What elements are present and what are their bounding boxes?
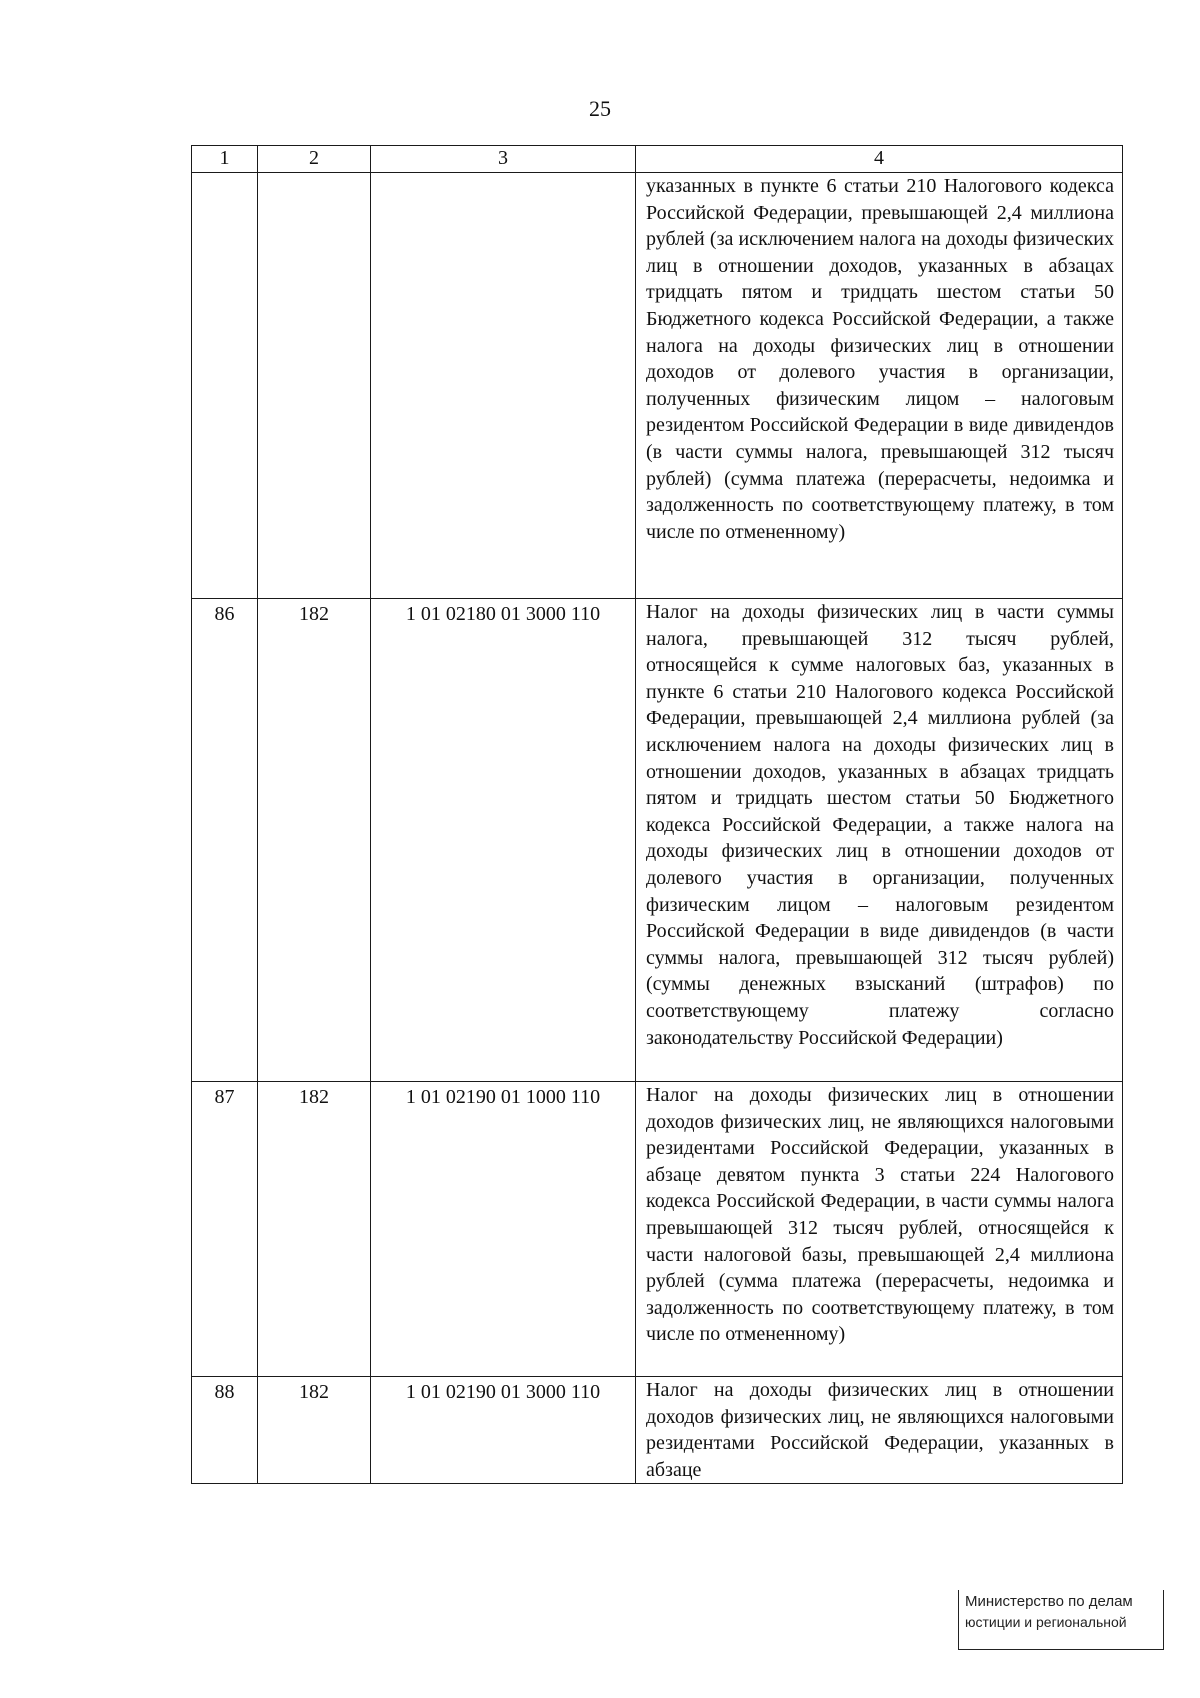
row-description: Налог на доходы физических лиц в отношении доходов физических лиц, не являющихся налоговыми резидентами Российской Федерации, указанных в абзаце девятом пункта 3 статьи 224 Налогового кодекса Российской Федерации, в части суммы налога превышающей 312 тысяч рублей, относящейся к части налоговой базы, превышающей 2,4 миллиона рублей (сумма платежа (перерасчеты, недоимка и задолженность по соответствующему платежу, в том числе по отмененному) [636,1082,1123,1377]
row-description: Налог на доходы физических лиц в отношении доходов физических лиц, не являющихся налоговыми резидентами Российской Федерации, указанных в абзаце [636,1377,1123,1484]
table-header-row [192,146,1123,173]
table-row [192,599,1123,1082]
budget-classification-code: 1 01 02180 01 3000 110 [371,599,636,1082]
column-header-3: 3 [371,146,636,173]
table-row [192,173,1123,599]
stamp-line-1: Министерство по делам [965,1593,1133,1610]
classification-table [191,145,1123,1484]
column-header-1: 1 [192,146,258,173]
row-description: указанных в пункте 6 статьи 210 Налогового кодекса Российской Федерации, превышающей 2,4 миллиона рублей (за исключением налога на доходы физических лиц в отношении доходов, указанных в абзацах тридцать пятом и тридцать шестом статьи 50 Бюджетного кодекса Российской Федерации, а также налога на доходы физических лиц в отношении доходов от долевого участия в организации, полученных физическим лицом – налоговым резидентом Российской Федерации в виде дивидендов (в части суммы налога, превышающей 312 тысяч рублей) (сумма платежа (перерасчеты, недоимка и задолженность по соответствующему платежу, в том числе по отмененному) [636,173,1123,599]
table-row [192,1377,1123,1484]
budget-classification-code: 1 01 02190 01 3000 110 [371,1377,636,1484]
column-header-2: 2 [258,146,371,173]
budget-classification-code [371,173,636,599]
table-row [192,1082,1123,1377]
admin-code: 182 [258,599,371,1082]
row-description: Налог на доходы физических лиц в части суммы налога, превышающей 312 тысяч рублей, относящейся к сумме налоговых баз, указанных в пункте 6 статьи 210 Налогового кодекса Российской Федерации, превышающей 2,4 миллиона рублей (за исключением налога на доходы физических лиц в отношении доходов, указанных в абзацах тридцать пятом и тридцать шестом статьи 50 Бюджетного кодекса Российской Федерации, а также налога на доходы физических лиц в отношении доходов от долевого участия в организации, полученных физическим лицом – налоговым резидентом Российской Федерации в виде дивидендов (в части суммы налога, превышающей 312 тысяч рублей) (суммы денежных взысканий (штрафов) по соответствующему платежу согласно законодательству Российской Федерации) [636,599,1123,1082]
row-number: 87 [192,1082,258,1377]
admin-code [258,173,371,599]
stamp-line-2: юстиции и региональной [965,1614,1127,1630]
ministry-stamp [958,1590,1164,1650]
page-number: 25 [589,96,611,121]
row-number [192,173,258,599]
row-number: 86 [192,599,258,1082]
column-header-4: 4 [636,146,1123,173]
row-number: 88 [192,1377,258,1484]
admin-code: 182 [258,1377,371,1484]
budget-classification-code: 1 01 02190 01 1000 110 [371,1082,636,1377]
admin-code: 182 [258,1082,371,1377]
